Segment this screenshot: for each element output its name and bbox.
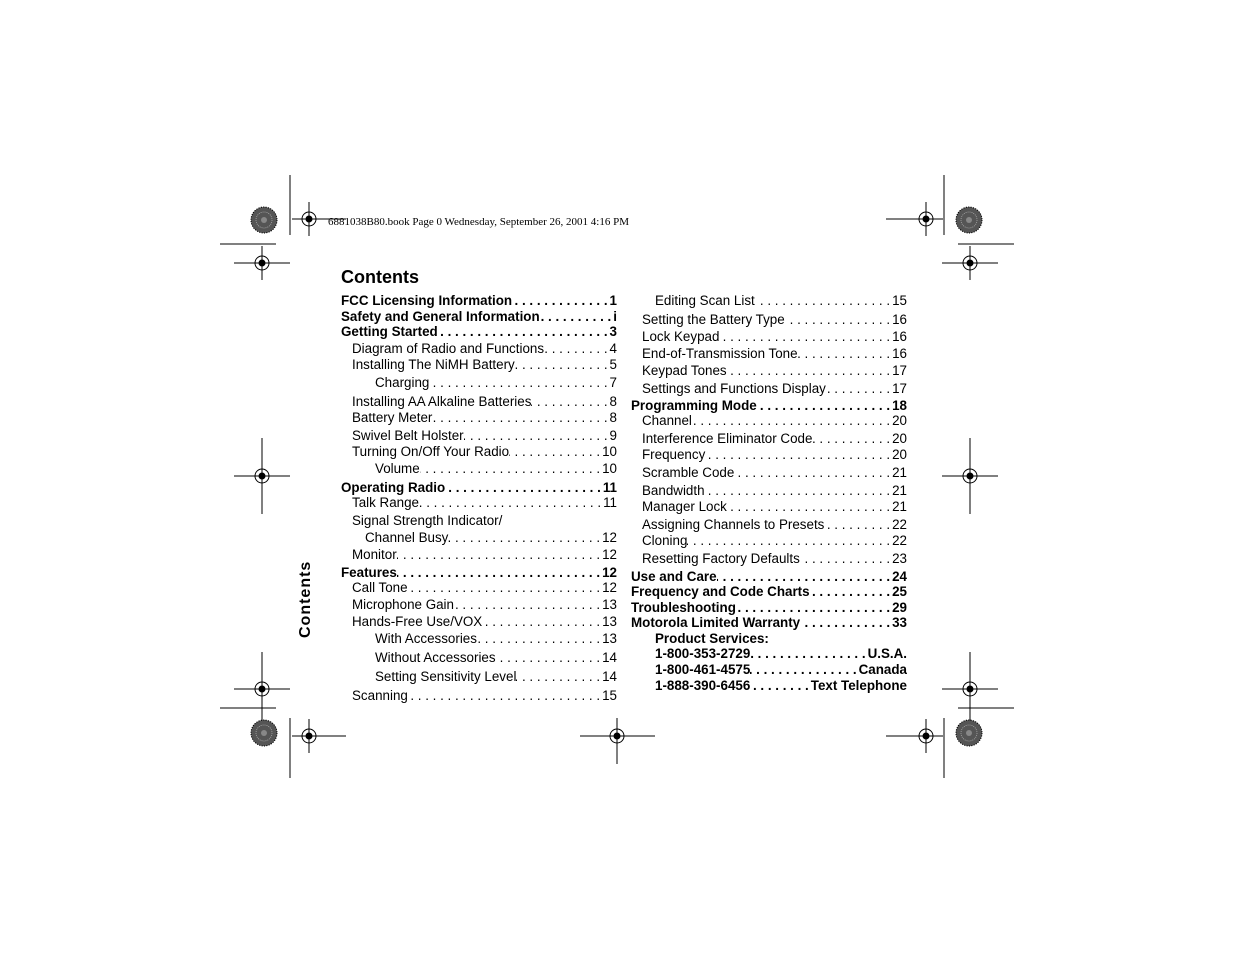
toc-entry	[631, 413, 907, 431]
toc-entry-page: 13	[602, 614, 617, 630]
toc-entry-page: 33	[892, 615, 907, 631]
dot-leader	[397, 565, 602, 580]
toc-entry-title: Scanning	[352, 687, 408, 703]
dot-leader	[750, 678, 810, 693]
toc-entry-page: 9	[609, 427, 617, 443]
toc-entry-title: End-of-Transmission Tone	[642, 345, 798, 361]
toc-entry-page: 20	[892, 413, 907, 429]
dot-leader	[800, 615, 892, 630]
toc-entry-page: Canada	[858, 662, 907, 678]
toc-entry-page: 20	[892, 447, 907, 463]
toc-entry	[341, 461, 617, 480]
toc-left-column	[341, 293, 617, 705]
dot-leader	[687, 533, 892, 548]
toc-entry	[631, 533, 907, 551]
dot-leader	[496, 650, 603, 665]
toc-entry	[631, 293, 907, 312]
toc-entry-title: 1-888-390-6456	[655, 677, 751, 693]
dot-leader	[826, 381, 892, 396]
toc-entry-page: 20	[892, 430, 907, 446]
toc-entry	[341, 341, 617, 358]
toc-entry-page: 25	[892, 584, 907, 600]
toc-entry-page: 24	[892, 568, 907, 584]
toc-entry	[341, 410, 617, 428]
toc-entry	[631, 381, 907, 398]
toc-entry-page: 16	[892, 311, 907, 327]
toc-entry-page: 12	[602, 546, 617, 562]
toc-entry-page: 22	[892, 533, 907, 549]
toc-entry	[631, 615, 907, 631]
toc-entry-page: U.S.A.	[867, 646, 907, 662]
toc-entry	[341, 597, 617, 615]
toc-entry-page: 15	[602, 687, 617, 703]
dot-leader	[798, 346, 893, 361]
dot-leader	[408, 580, 603, 595]
dot-leader	[727, 363, 892, 378]
toc-entry-title: Operating Radio	[341, 479, 446, 495]
toc-entry	[341, 513, 617, 531]
toc-entry	[631, 346, 907, 364]
toc-entry-title: 1-800-461-4575	[655, 662, 751, 678]
dot-leader	[800, 551, 892, 566]
toc-entry-title: Features	[341, 564, 397, 580]
toc-right-column	[631, 293, 907, 693]
dot-leader	[420, 461, 602, 476]
dot-leader	[516, 669, 602, 684]
toc-entry-title: Assigning Channels to Presets	[642, 516, 825, 532]
toc-entry-title: Setting the Battery Type	[642, 311, 785, 327]
dot-leader	[515, 357, 610, 372]
toc-entry-title: Monitor	[352, 546, 397, 562]
toc-entry	[631, 329, 907, 346]
toc-entry-title: Manager Lock	[642, 499, 727, 515]
toc-entry-title: Hands-Free Use/VOX	[352, 614, 483, 630]
toc-entry-page: 16	[892, 329, 907, 345]
toc-entry	[631, 600, 907, 616]
toc-entry-title: With Accessories	[375, 630, 477, 646]
toc-entry	[631, 646, 907, 662]
toc-entry-page: 8	[609, 410, 617, 426]
toc-entry	[341, 547, 617, 565]
toc-entry-title: Motorola Limited Warranty	[631, 615, 801, 631]
toc-entry-title: 1-800-353-2729	[655, 646, 751, 662]
toc-entry	[341, 375, 617, 394]
toc-entry	[631, 631, 907, 647]
toc-entry	[631, 363, 907, 381]
toc-entry-page: 12	[602, 580, 617, 596]
dot-leader	[408, 688, 602, 703]
dot-leader	[482, 614, 602, 629]
dot-leader	[692, 413, 892, 428]
toc-entry	[341, 357, 617, 375]
dot-leader	[454, 597, 602, 612]
dot-leader	[429, 375, 609, 390]
toc-entry	[341, 324, 617, 341]
toc-entry-page: 12	[602, 530, 617, 546]
toc-entry-title: Channel	[642, 413, 692, 429]
toc-entry	[341, 480, 617, 496]
toc-entry-page: 10	[602, 460, 617, 476]
toc-entry	[631, 551, 907, 569]
dot-leader	[810, 584, 893, 599]
toc-entry-page: 15	[892, 293, 907, 308]
toc-entry	[631, 499, 907, 517]
toc-entry-page: 3	[609, 324, 617, 340]
toc-entry	[341, 495, 617, 513]
page-title: Contents	[341, 267, 419, 287]
side-section-tab: Contents	[297, 560, 314, 638]
toc-entry	[631, 662, 907, 678]
dot-leader	[705, 447, 892, 462]
toc-entry-title: Use and Care	[631, 568, 717, 584]
toc-entry-title: Getting Started	[341, 324, 438, 340]
toc-entry	[631, 312, 907, 330]
toc-entry	[631, 569, 907, 585]
toc-entry	[631, 447, 907, 465]
toc-entry	[631, 465, 907, 483]
dot-leader	[544, 341, 610, 356]
dot-leader	[719, 329, 892, 344]
dot-leader	[812, 431, 892, 446]
toc-entry	[341, 394, 617, 411]
toc-entry	[341, 631, 617, 651]
toc-entry-page: 11	[603, 495, 617, 511]
dot-leader	[448, 530, 602, 545]
dot-leader	[445, 480, 603, 495]
toc-entry-title: Scramble Code	[642, 464, 735, 480]
toc-entry-page: 11	[602, 479, 617, 495]
toc-entry-page: 21	[892, 482, 907, 498]
toc-entry-page: 17	[892, 363, 907, 379]
toc-entry-page: 16	[892, 345, 907, 361]
toc-entry-page: 4	[609, 340, 617, 356]
toc-entry-title: Interference Eliminator Code	[642, 430, 813, 446]
toc-entry-title: Charging	[375, 374, 430, 390]
toc-entry-title: Keypad Tones	[642, 363, 727, 379]
toc-entry-title: FCC Licensing Information	[341, 293, 513, 308]
toc-entry-page: 23	[892, 550, 907, 566]
toc-entry-title: Without Accessories	[375, 650, 496, 666]
toc-entry-title: Call Tone	[352, 580, 408, 596]
toc-entry-page: i	[613, 308, 617, 324]
dot-leader	[540, 309, 614, 324]
toc-entry-page: 13	[602, 630, 617, 646]
dot-leader	[736, 600, 892, 615]
dot-leader	[531, 394, 609, 409]
dot-leader	[397, 547, 602, 562]
toc-entry-title: Talk Range	[352, 495, 419, 511]
toc-entry-title: Programming Mode	[631, 397, 757, 413]
dot-leader	[432, 410, 609, 425]
toc-entry	[341, 669, 617, 688]
dot-leader	[512, 293, 609, 308]
toc-entry-page: 12	[602, 564, 617, 580]
toc-entry-title: Resetting Factory Defaults	[642, 550, 800, 566]
toc-entry-page: 7	[609, 374, 617, 390]
toc-entry-title: Diagram of Radio and Functions	[352, 340, 545, 356]
toc-entry-title: Turning On/Off Your Radio	[352, 444, 510, 460]
dot-leader	[824, 517, 892, 532]
toc-entry-title: Editing Scan List	[655, 293, 755, 308]
toc-entry	[341, 444, 617, 461]
dot-leader	[705, 483, 893, 498]
dot-leader	[734, 465, 892, 480]
toc-entry-page: 13	[602, 596, 617, 612]
toc-entry-title: Volume	[375, 460, 420, 476]
toc-entry-page: 18	[892, 397, 907, 413]
toc-entry	[341, 688, 617, 706]
dot-leader	[727, 499, 892, 514]
toc-entry-title: Installing The NiMH Battery	[352, 357, 515, 373]
toc-entry-title: Installing AA Alkaline Batteries	[352, 393, 532, 409]
toc-entry-title: Swivel Belt Holster	[352, 427, 464, 443]
toc-entry-page: 14	[602, 669, 617, 685]
toc-entry-title: Frequency	[642, 447, 706, 463]
toc-entry-title: Setting Sensitivity Level	[375, 669, 517, 685]
toc-entry-page: 17	[892, 380, 907, 396]
toc-entry	[631, 517, 907, 534]
toc-entry-page: 1	[609, 293, 617, 308]
dot-leader	[419, 495, 603, 510]
toc-entry-title: Product Services:	[655, 630, 769, 646]
dot-leader	[717, 569, 893, 584]
toc-entry	[341, 565, 617, 581]
toc-entry-page: 29	[892, 599, 907, 615]
toc-entry	[341, 309, 617, 325]
toc-entry-page: 10	[602, 444, 617, 460]
toc-entry	[341, 580, 617, 597]
toc-entry-title: Troubleshooting	[631, 599, 736, 615]
toc-entry	[631, 678, 907, 694]
toc-entry	[341, 428, 617, 445]
toc-entry-page: 22	[892, 516, 907, 532]
dot-leader	[755, 293, 892, 308]
toc-entry	[631, 584, 907, 600]
toc-entry-title: Frequency and Code Charts	[631, 584, 810, 600]
toc-entry	[631, 483, 907, 500]
dot-leader	[757, 398, 892, 413]
toc-entry	[341, 293, 617, 309]
toc-entry-page: 8	[609, 393, 617, 409]
dot-leader	[464, 428, 610, 443]
toc-entry-page: Text Telephone	[810, 677, 907, 693]
toc-entry-title: Lock Keypad	[642, 329, 720, 345]
toc-entry-title: Cloning	[642, 533, 688, 549]
dot-leader	[438, 324, 610, 339]
dot-leader	[750, 662, 858, 677]
toc-entry	[631, 398, 907, 414]
toc-entry-page: 21	[892, 464, 907, 480]
toc-entry-title: Signal Strength Indicator/	[352, 512, 503, 528]
dot-leader	[477, 631, 602, 646]
toc-entry	[631, 431, 907, 448]
toc-entry-title: Battery Meter	[352, 410, 433, 426]
toc-entry-page: 21	[892, 499, 907, 515]
toc-entry	[341, 530, 617, 547]
toc-entry	[341, 614, 617, 631]
toc-entry-title: Microphone Gain	[352, 596, 454, 612]
dot-leader	[750, 646, 867, 661]
toc-entry-title: Safety and General Information	[341, 308, 540, 324]
toc-entry-title: Settings and Functions Display	[642, 380, 826, 396]
toc-entry-title: Bandwidth	[642, 482, 705, 498]
dot-leader	[509, 444, 602, 459]
toc-entry-page: 5	[609, 357, 617, 373]
toc-entry-title: Channel Busy	[365, 530, 449, 546]
toc-entry-page: 14	[602, 650, 617, 666]
book-header-stamp: 6881038B80.book Page 0 Wednesday, September 26, 2001 4:16 PM	[328, 216, 629, 228]
dot-leader	[785, 312, 892, 327]
toc-entry	[341, 650, 617, 669]
